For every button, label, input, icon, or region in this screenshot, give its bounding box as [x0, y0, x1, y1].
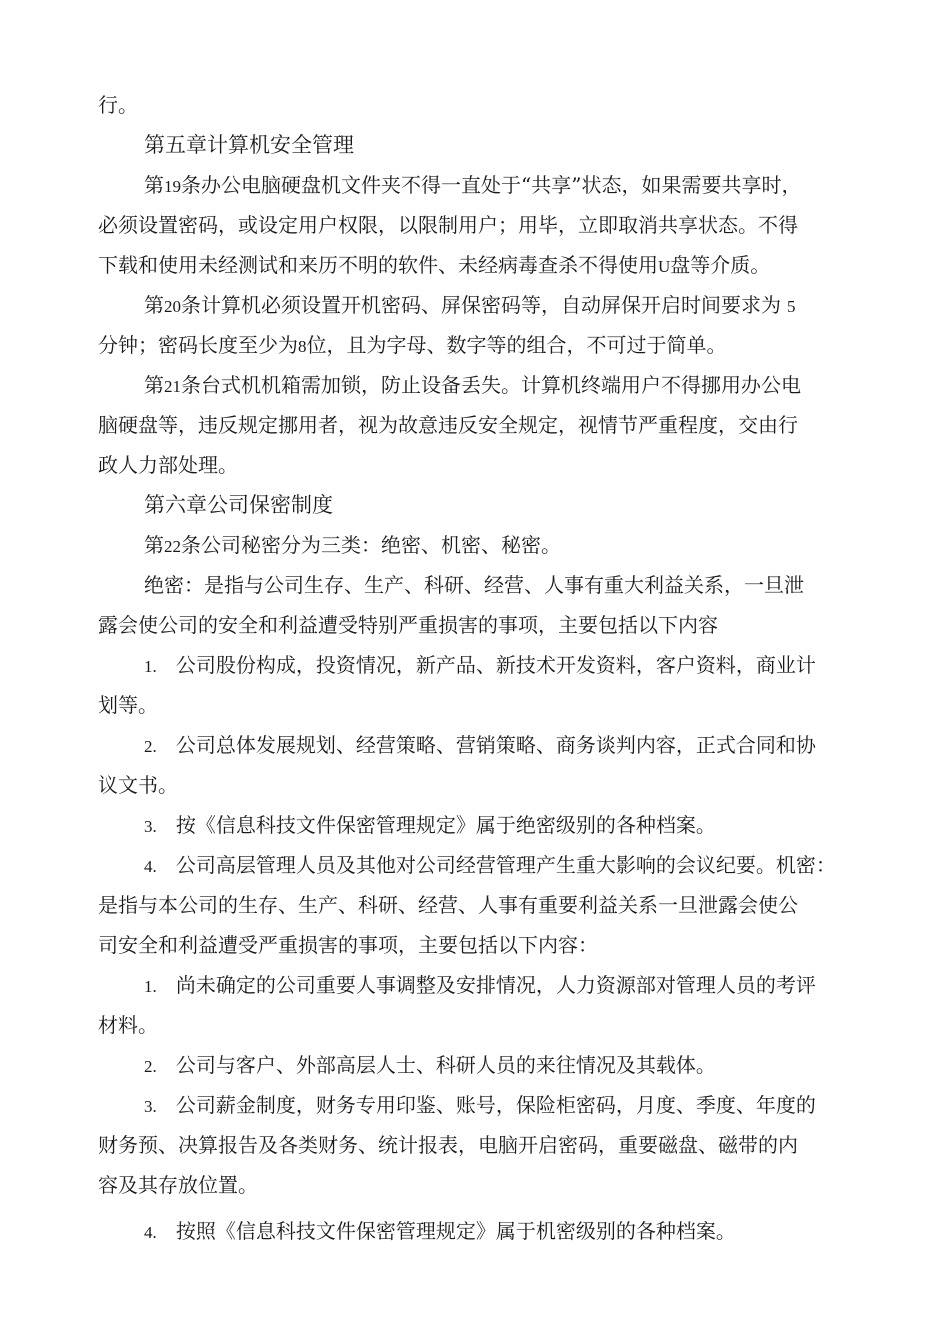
article-number: 22: [164, 537, 181, 556]
text: 按《信息科技文件保密管理规定》属于绝密级别的各种档案。: [175, 813, 716, 837]
article-22-line: [144, 531, 561, 561]
list-number: 2.: [144, 1057, 157, 1076]
list-number: 3.: [144, 1097, 157, 1116]
heading-text: 第五章计算机安全管理: [144, 133, 354, 157]
text: 政人力部处理。: [98, 453, 238, 477]
text: 第: [144, 173, 164, 197]
text: 公司总体发展规划、经营策略、营销策略、商务谈判内容，正式合同和协: [175, 733, 816, 757]
text: 条台式机机箱需加锁，防止设备丢失。计算机终端用户不得挪用办公电: [181, 373, 801, 397]
paragraph-line: [98, 211, 798, 239]
text: 按照《信息科技文件保密管理规定》属于机密级别的各种档案。: [175, 1219, 736, 1243]
text: 第: [144, 373, 164, 397]
list-number: 3.: [144, 817, 157, 836]
paragraph-line: [98, 91, 138, 119]
text: 行。: [98, 93, 138, 117]
list-item: [144, 1051, 716, 1081]
paragraph-line: [98, 411, 798, 439]
article-number: 19: [164, 177, 181, 196]
list-number: 2.: [144, 737, 157, 756]
article-number: 20: [164, 297, 181, 316]
list-item: [144, 811, 716, 841]
list-item: [144, 1217, 736, 1247]
text: 分钟；密码长度至少为: [98, 333, 298, 357]
list-item: [144, 851, 836, 881]
text: 第: [144, 293, 164, 317]
paragraph-line: [144, 571, 804, 599]
text: 第: [144, 533, 164, 557]
article-19-line: [144, 171, 801, 201]
list-number: 1.: [144, 657, 157, 676]
text: 尚未确定的公司重要人事调整及安排情况，人力资源部对管理人员的考评: [175, 973, 816, 997]
text: 下载和使用未经测试和来历不明的软件、未经病毒查杀不得使用: [98, 253, 658, 277]
text: 司安全和利益遭受严重损害的事项，主要包括以下内容：: [98, 933, 598, 957]
paragraph-line: [98, 451, 238, 479]
list-number: 4.: [144, 1223, 157, 1242]
paragraph-line: [98, 1011, 158, 1039]
text: 容及其存放位置。: [98, 1173, 258, 1197]
list-item: [144, 1091, 816, 1121]
paragraph-line: [98, 1171, 258, 1199]
text: 绝密：是指与公司生存、生产、科研、经营、人事有重大利益关系，一旦泄: [144, 573, 804, 597]
article-number: 21: [164, 377, 181, 396]
paragraph-line: [98, 691, 158, 719]
article-20-line: [144, 291, 796, 321]
heading-text: 第六章公司保密制度: [144, 493, 333, 517]
text: 位，且为字母、数字等的组合，不可过于简单。: [306, 333, 727, 357]
paragraph-line: [98, 251, 770, 281]
text: 议文书。: [98, 773, 178, 797]
list-number: 1.: [144, 977, 157, 996]
inline-number: 8: [298, 337, 307, 356]
text: 材料。: [98, 1013, 158, 1037]
paragraph-line: [98, 1131, 798, 1159]
article-21-line: [144, 371, 801, 401]
paragraph-line: [98, 331, 727, 361]
text: 划等。: [98, 693, 158, 717]
text: 条计算机必须设置开机密码、屏保密码等，自动屏保开启时间要求为: [181, 293, 781, 317]
chapter-five-heading: [144, 131, 354, 159]
inline-number: U: [658, 257, 671, 276]
paragraph-line: [98, 771, 178, 799]
text: 公司股份构成，投资情况，新产品、新技术开发资料，客户资料，商业计: [175, 653, 816, 677]
text: 财务预、决算报告及各类财务、统计报表，电脑开启密码，重要磁盘、磁带的内: [98, 1133, 798, 1157]
text: 公司高层管理人员及其他对公司经营管理产生重大影响的会议纪要。机密：: [175, 853, 836, 877]
text: 脑硬盘等，违反规定挪用者，视为故意违反安全规定，视情节严重程度，交由行: [98, 413, 798, 437]
chapter-six-heading: [144, 491, 333, 519]
text: 条办公电脑硬盘机文件夹不得一直处于“共享”状态，如果需要共享时，: [181, 173, 802, 197]
list-number: 4.: [144, 857, 157, 876]
inline-number: 5: [787, 297, 796, 316]
text: 公司与客户、外部高层人士、科研人员的来往情况及其载体。: [175, 1053, 716, 1077]
text: 盘等介质。: [670, 253, 771, 277]
text: 露会使公司的安全和利益遭受特别严重损害的事项，主要包括以下内容: [98, 613, 718, 637]
list-item: [144, 971, 816, 1001]
text: 必须设置密码，或设定用户权限，以限制用户；用毕，立即取消共享状态。不得: [98, 213, 798, 237]
paragraph-line: [98, 611, 718, 639]
text: 是指与本公司的生存、生产、科研、经营、人事有重要利益关系一旦泄露会使公: [98, 893, 798, 917]
paragraph-line: [98, 891, 798, 919]
text: 条公司秘密分为三类：绝密、机密、秘密。: [181, 533, 561, 557]
list-item: [144, 731, 816, 761]
text: 公司薪金制度，财务专用印鉴、账号，保险柜密码，月度、季度、年度的: [175, 1093, 816, 1117]
list-item: [144, 651, 816, 681]
paragraph-line: [98, 931, 598, 959]
